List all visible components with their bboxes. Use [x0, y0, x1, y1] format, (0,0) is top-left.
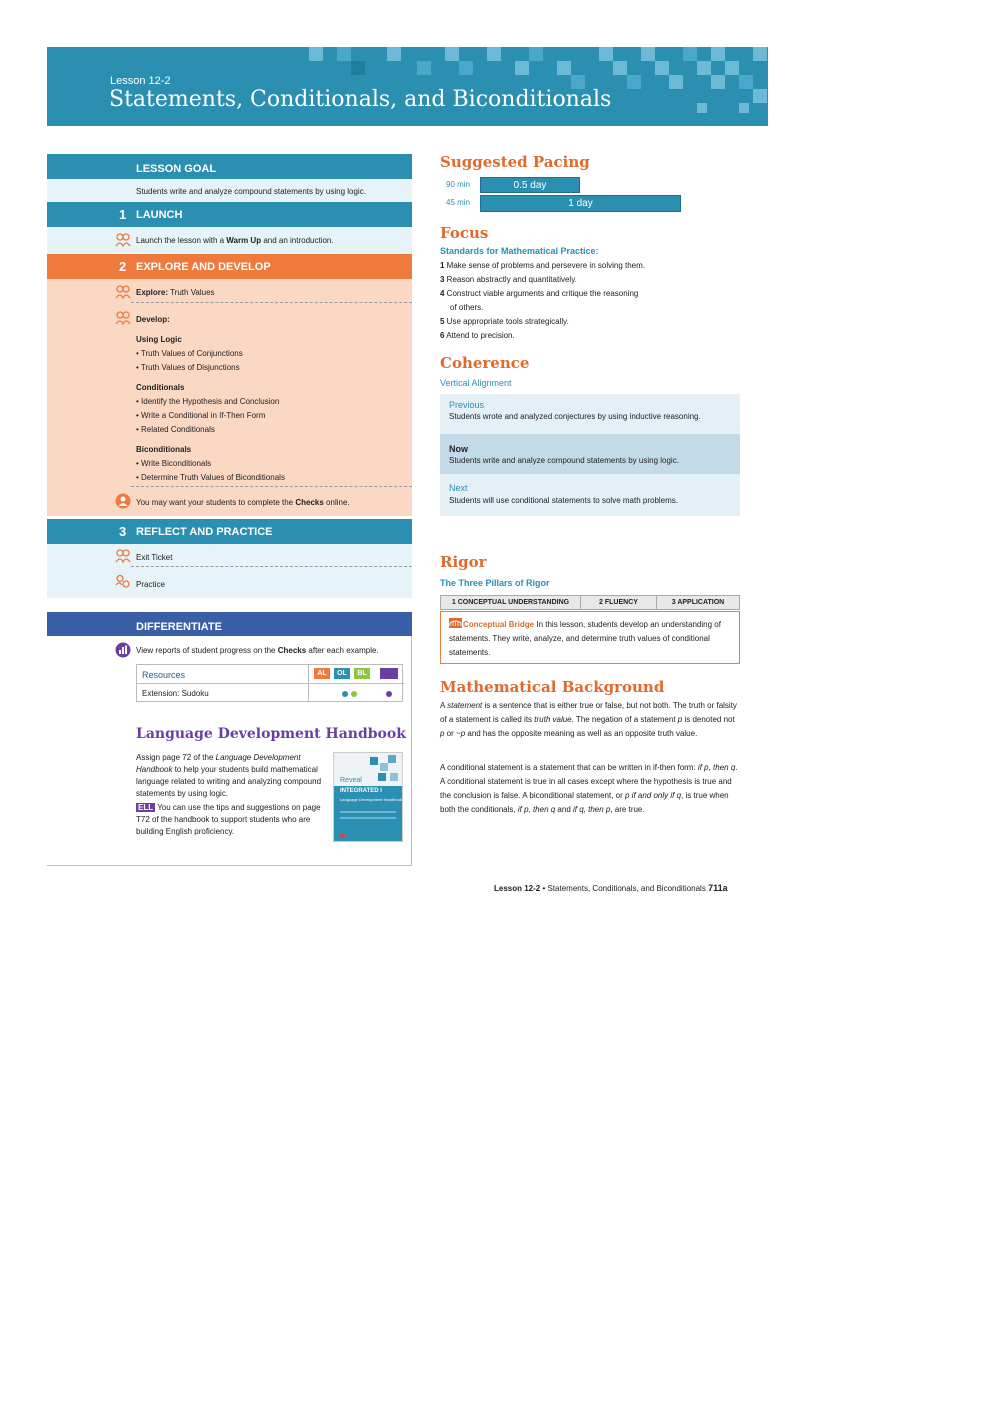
lesson-goal-panel: [47, 179, 412, 202]
pacing-bar-45: 1 day: [480, 195, 681, 212]
rigor-title: Rigor: [440, 553, 487, 571]
launch-bar: [47, 202, 412, 227]
group-title-conditionals: Conditionals: [136, 383, 185, 392]
pillar-conceptual: 1 CONCEPTUAL UNDERSTANDING: [441, 596, 581, 609]
list-item: • Related Conditionals: [136, 425, 215, 434]
level-tag-ell: ELL: [380, 668, 398, 679]
now-text: Students write and analyze compound statements by using logic.: [449, 456, 679, 465]
explore-number: 2: [119, 259, 127, 274]
level-tag-bl: BL: [354, 668, 370, 679]
coherence-title: Coherence: [440, 354, 530, 372]
differentiate-heading: DIFFERENTIATE: [136, 621, 222, 633]
alignment-next: [440, 474, 740, 516]
now-label: Now: [449, 444, 468, 454]
list-item: • Truth Values of Conjunctions: [136, 349, 243, 358]
launch-text: Launch the lesson with a Warm Up and an introduction.: [136, 236, 334, 245]
pillar-application: 3 APPLICATION: [671, 599, 725, 606]
lesson-number: Lesson 12-2: [110, 75, 171, 87]
launch-number: 1: [119, 207, 127, 222]
lesson-banner: [47, 47, 768, 126]
dot-ell: [386, 691, 392, 697]
background-para2: A conditional statement is a statement that can be written in if-then form: if p, then q. A conditional statement is true in all cases except where the hypothesis is true and the conclusion is false. A biconditional statement, or p if and only if q, is true when both the conditionals, if p, then q and if q, then p, are true.: [440, 763, 738, 814]
focus-subhead: Standards for Mathematical Practice:: [440, 246, 599, 256]
pillar-fluency: 2 FLUENCY: [581, 596, 657, 609]
lesson-goal-heading: LESSON GOAL: [136, 163, 217, 175]
dot-ol: [342, 691, 348, 697]
explore-develop-panel: [47, 279, 412, 516]
reflect-heading: REFLECT AND PRACTICE: [136, 526, 273, 538]
explore-develop-bar: [47, 254, 412, 279]
level-tag-al: AL: [314, 668, 330, 679]
practice-standard-continued: of others.: [450, 303, 484, 312]
alignment-previous: [440, 394, 740, 434]
differentiate-bar: [47, 612, 412, 636]
chart-report-icon: [115, 642, 131, 658]
bridge-icon: [449, 618, 462, 628]
reflect-practice-bar: [47, 519, 412, 544]
practice-standard: 3 Reason abstractly and quantitatively.: [440, 275, 577, 284]
divider: [131, 566, 412, 567]
pacing-label-45: 45 min: [446, 198, 471, 207]
list-item: • Determine Truth Values of Biconditionals: [136, 473, 285, 482]
previous-label: Previous: [449, 400, 485, 410]
previous-text: Students wrote and analyzed conjectures by using inductive reasoning.: [449, 412, 701, 421]
group-title-using-logic: Using Logic: [136, 335, 182, 344]
develop-label: Develop:: [136, 315, 170, 324]
divider: [131, 486, 412, 487]
page-number: 711a: [708, 883, 728, 893]
dot-bl: [351, 691, 357, 697]
launch-heading: LAUNCH: [136, 209, 183, 221]
pacing-label-90: 90 min: [446, 180, 471, 189]
explore-line: Explore: Truth Values: [136, 288, 215, 297]
focus-title: Focus: [440, 224, 489, 242]
cover-series: INTEGRATED I: [340, 788, 382, 794]
pacing-bar-90: 0.5 day: [480, 177, 580, 193]
practice-icon: [115, 574, 131, 590]
vertical-alignment-subhead: Vertical Alignment: [440, 378, 512, 388]
group-icon: [115, 232, 131, 248]
group-icon: [115, 310, 131, 326]
handbook-cover-image: [333, 752, 403, 842]
list-item: • Truth Values of Disjunctions: [136, 363, 240, 372]
group-icon: [115, 284, 131, 300]
practice-standard: 4 Construct viable arguments and critique the reasoning: [440, 289, 639, 298]
handbook-title: Language Development Handbook: [136, 726, 406, 742]
checks-text: You may want your students to complete the Checks online.: [136, 498, 350, 507]
lesson-title: Statements, Conditionals, and Biconditionals: [109, 87, 612, 112]
lesson-goal-bar: [47, 154, 412, 179]
practice-standard: 5 Use appropriate tools strategically.: [440, 317, 569, 326]
reflect-number: 3: [119, 524, 127, 539]
next-label: Next: [449, 483, 468, 493]
reflect-panel: [47, 544, 412, 598]
differentiate-text: View reports of student progress on the Checks after each example.: [136, 646, 379, 655]
pacing-title: Suggested Pacing: [440, 153, 590, 171]
differentiate-panel: [47, 636, 412, 866]
lesson-goal-text: Students write and analyze compound statements by using logic.: [136, 187, 366, 196]
extension-sudoku: Extension: Sudoku: [142, 689, 209, 698]
list-item: • Identify the Hypothesis and Conclusion: [136, 397, 280, 406]
list-item: • Write Biconditionals: [136, 459, 212, 468]
background-para1: A statement is a sentence that is either true or false, but not both. The truth or falsity of a statement is called its truth value. The negation of a statement p is denoted not p or ~p and has the opposite meaning as well as an opposite truth value.: [440, 701, 737, 738]
next-text: Students will use conditional statements to solve math problems.: [449, 496, 679, 505]
resources-label: Resources: [142, 670, 186, 680]
level-tag-ol: OL: [334, 668, 350, 679]
lesson-plan-column: [47, 154, 412, 866]
cover-brand: Reveal: [340, 777, 362, 784]
handbook-para1: Assign page 72 of the Language Development Handbook to help your students build mathematical language related to writing and analyzing compound statements by using logic.: [136, 753, 322, 798]
divider: [131, 302, 412, 303]
conceptual-bridge-box: [440, 611, 740, 664]
math-background-title: Mathematical Background: [440, 678, 665, 696]
group-title-biconditionals: Biconditionals: [136, 445, 192, 454]
list-item: • Write a Conditional in If-Then Form: [136, 411, 266, 420]
practice: Practice: [136, 580, 165, 589]
group-icon: [115, 548, 131, 564]
resources-table: [136, 664, 403, 702]
person-icon: [115, 493, 131, 509]
alignment-now: [440, 434, 740, 474]
rigor-subhead: The Three Pillars of Rigor: [440, 578, 550, 588]
handbook-para2: ELL You can use the tips and suggestions on page T72 of the handbook to support students who are building English proficiency.: [136, 803, 321, 836]
rigor-pillars-header: [440, 595, 740, 610]
practice-standard: 1 Make sense of problems and persevere in solving them.: [440, 261, 645, 270]
launch-panel: [47, 227, 412, 254]
page-footer: Lesson 12-2 • Statements, Conditionals, and Biconditionals 711a: [494, 883, 728, 893]
explore-heading: EXPLORE AND DEVELOP: [136, 261, 271, 273]
practice-standard: 6 Attend to precision.: [440, 331, 515, 340]
cover-subtitle: Language Development Handbook: [340, 797, 402, 802]
ell-tag: ELL: [138, 803, 154, 812]
exit-ticket: Exit Ticket: [136, 553, 173, 562]
conceptual-bridge-text: Conceptual Bridge In this lesson, students develop an understanding of statements. They write, analyze, and determine truth values of conditional statements.: [449, 620, 721, 657]
